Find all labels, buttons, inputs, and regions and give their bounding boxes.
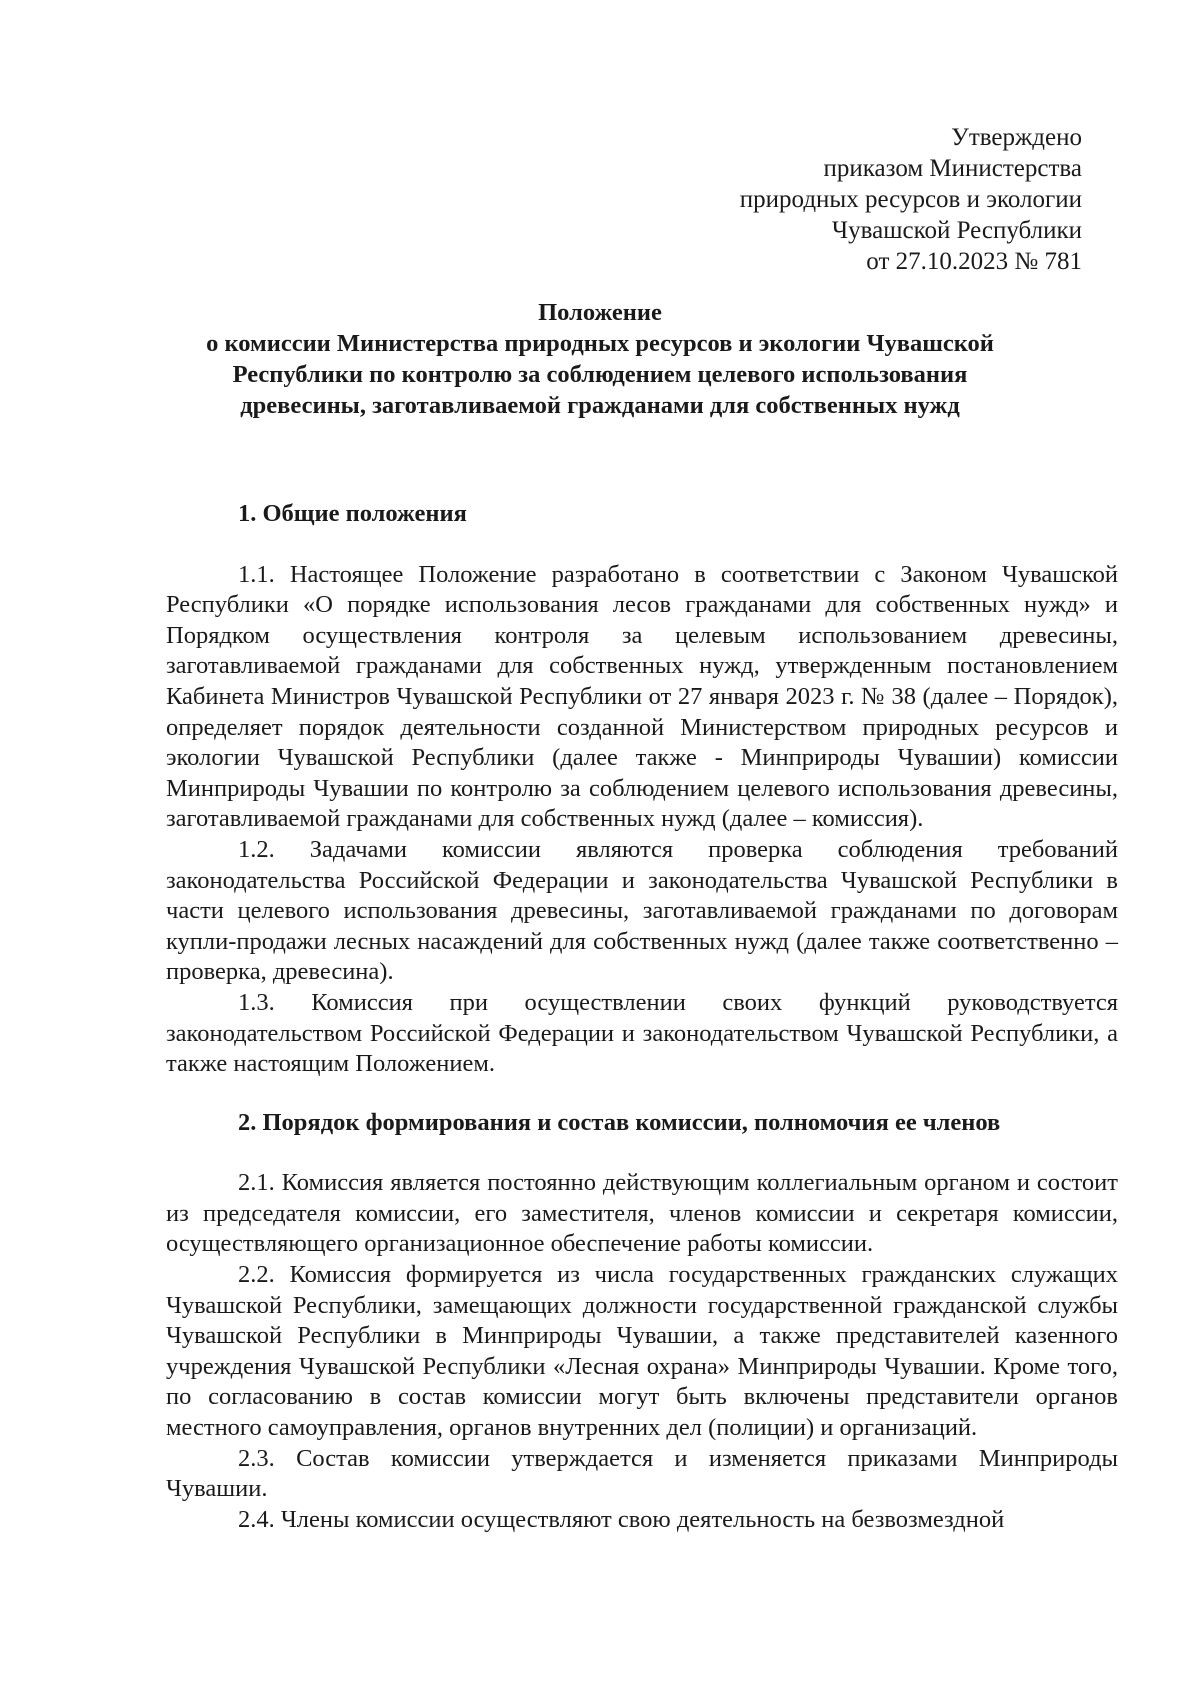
document-title	[150, 297, 1050, 421]
approval-line: Утверждено	[951, 124, 1082, 151]
title-line: Положение	[538, 299, 662, 326]
title-line: Республики по контролю за соблюдением целевого использования	[232, 361, 968, 388]
section-heading: 1. Общие положения	[238, 500, 467, 527]
approval-line: природных ресурсов и экологии	[739, 186, 1082, 213]
document-body	[166, 499, 1118, 1535]
paragraph: 1.3. Комиссия при осуществлении своих функций руководствуется законодательством Российской Федерации и законодательством Чувашской Республики, а также настоящим Положением.	[166, 988, 1118, 1078]
approval-line: приказом Министерства	[823, 155, 1082, 182]
title-line: древесины, заготавливаемой гражданами для собственных нужд	[240, 392, 960, 419]
section-spacer	[166, 1080, 1118, 1108]
section-heading: 2. Порядок формирования и состав комиссии, полномочия ее членов	[238, 1108, 1001, 1136]
paragraph: 2.1. Комиссия является постоянно действующим коллегиальным органом и состоит из председателя комиссии, его заместителя, членов комиссии и секретаря комиссии, осуществляющего организационное обеспечение работы комиссии.	[166, 1169, 1118, 1258]
approval-stamp	[740, 122, 1082, 277]
paragraph: 2.4. Члены комиссии осуществляют свою деятельность на безвозмездной	[238, 1505, 1005, 1533]
paragraph: 2.2. Комиссия формируется из числа государственных гражданских служащих Чувашской Республики, замещающих должности государственной гражданской службы Чувашской Республики в Минприроды Чувашии, а также представителей казенного учреждения Чувашской Республики «Лесная охрана» Минприроды Чувашии. Кроме того, по согласованию в состав комиссии могут быть включены представители органов местного самоуправления, органов внутренних дел (полиции) и организаций.	[166, 1261, 1118, 1442]
approval-line: от 27.10.2023 № 781	[866, 248, 1082, 275]
paragraph: 1.2. Задачами комиссии являются проверка соблюдения требований законодательства Российской Федерации и законодательства Чувашской Республики в части целевого использования древесины, заготавливаемой гражданами по договорам купли-продажи лесных насаждений для собственных нужд (далее также соответственно – проверка, древесина).	[166, 835, 1118, 986]
title-line: о комиссии Министерства природных ресурсов и экологии Чувашской	[206, 330, 994, 357]
approval-line: Чувашской Республики	[831, 217, 1082, 244]
paragraph: 2.3. Состав комиссии утверждается и изменяется приказами Минприроды Чувашии.	[166, 1444, 1118, 1503]
paragraph: 1.1. Настоящее Положение разработано в соответствии с Законом Чувашской Республики «О порядке использования лесов гражданами для собственных нужд» и Порядком осуществления контроля за целевым использованием древесины, заготавливаемой гражданами для собственных нужд, утвержденным постановлением Кабинета Министров Чувашской Республики от 27 января 2023 г. № 38 (далее – Порядок), определяет порядок деятельности созданной Министерством природных ресурсов и экологии Чувашской Республики (далее также - Минприроды Чувашии) комиссии Минприроды Чувашии по контролю за соблюдением целевого использования древесины, заготавливаемой гражданами для собственных нужд (далее – комиссия).	[166, 560, 1118, 833]
